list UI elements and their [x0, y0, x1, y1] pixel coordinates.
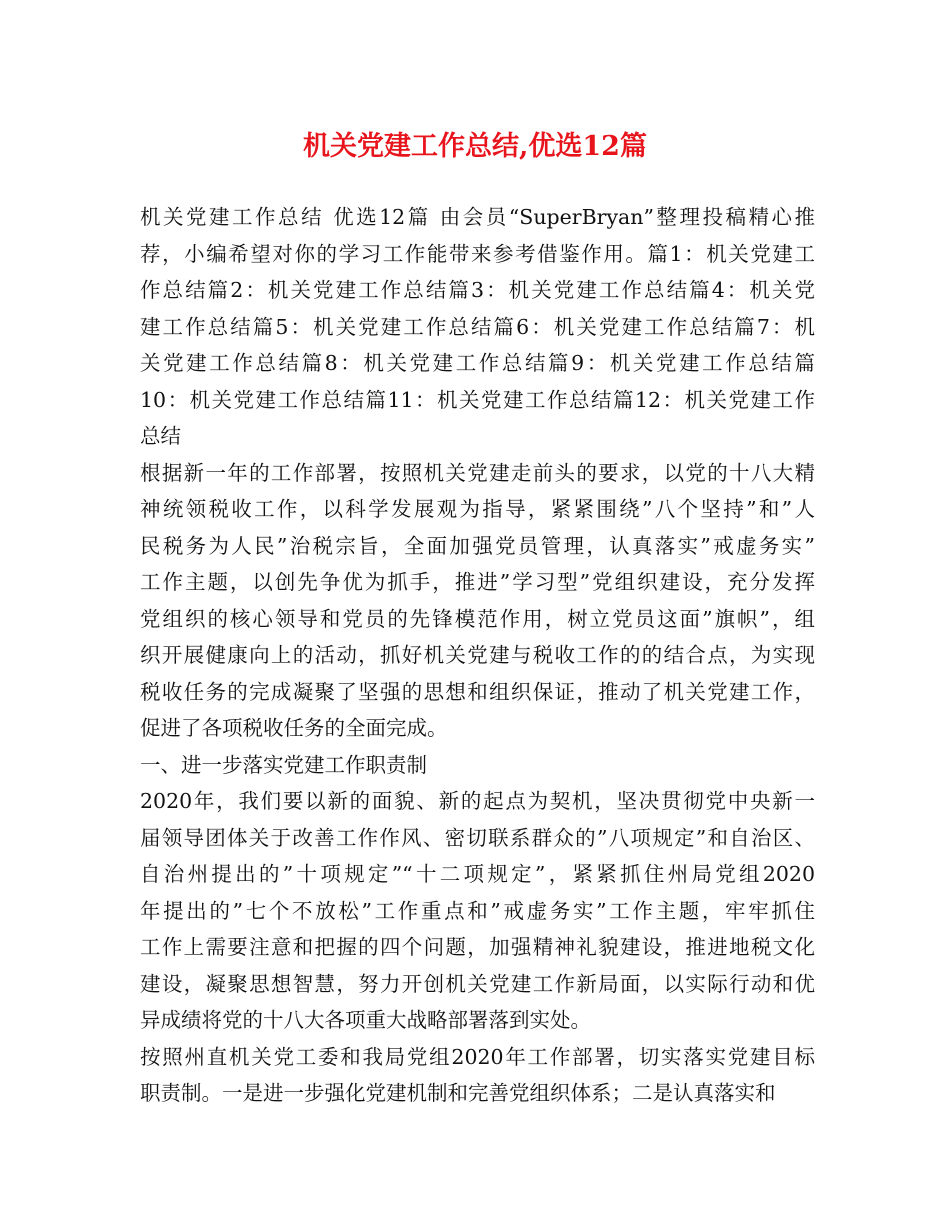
- text-line: 神统领税收工作，以科学发展观为指导，紧紧围绕”八个坚持”和”人: [140, 497, 815, 521]
- text-line: 总结: [140, 424, 181, 448]
- text-line: 工作主题，以创先争优为抓手，推进”学习型”党组织建设，充分发挥: [140, 570, 815, 594]
- text-line: 关党建工作总结篇8：机关党建工作总结篇9：机关党建工作总结篇: [140, 351, 815, 375]
- paragraph: [140, 1039, 815, 1112]
- text-line: 年提出的”七个不放松”工作重点和”戒虚务实”工作主题，牢牢抓住: [140, 898, 815, 923]
- text-line: 届领导团体关于改善工作作风、密切联系群众的”八项规定”和自治区、: [140, 825, 815, 850]
- text-line: 自治州提出的”十项规定”“十二项规定”，紧紧抓住州局党组2020: [140, 862, 815, 886]
- text-line: 根据新一年的工作部署，按照机关党建走前头的要求，以党的十八大精: [140, 460, 815, 485]
- text-line: 建工作总结篇5：机关党建工作总结篇6：机关党建工作总结篇7：机: [140, 314, 815, 339]
- paragraph: [140, 199, 815, 455]
- text-line: 促进了各项税收任务的全面完成。: [140, 716, 448, 740]
- text-line: 职责制。一是进一步强化党建机制和完善党组织体系；二是认真落实和: [140, 1081, 776, 1105]
- text-line: 10：机关党建工作总结篇11：机关党建工作总结篇12：机关党建工作: [140, 387, 815, 412]
- text-line: 作总结篇2：机关党建工作总结篇3：机关党建工作总结篇4：机关党: [140, 278, 815, 302]
- text-line: 荐，小编希望对你的学习工作能带来参考借鉴作用。篇1：机关党建工: [140, 241, 815, 266]
- paragraph: [140, 747, 815, 784]
- text-line: 工作上需要注意和把握的四个问题，加强精神礼貌建设，推进地税文化: [140, 935, 815, 959]
- text-line: 2020年，我们要以新的面貌、新的起点为契机，坚决贯彻党中央新一: [140, 789, 815, 813]
- text-line: 按照州直机关党工委和我局党组2020年工作部署，切实落实党建目标: [140, 1044, 815, 1069]
- text-line: 异成绩将党的十八大各项重大战略部署落到实处。: [140, 1008, 591, 1032]
- document-body: [140, 199, 815, 1112]
- paragraph: [140, 455, 815, 747]
- text-line: 税收任务的完成凝聚了坚强的思想和组织保证，推动了机关党建工作，: [140, 679, 815, 704]
- text-line: 党组织的核心领导和党员的先锋模范作用，树立党员这面”旗帜”，组: [140, 606, 815, 631]
- text-line: 机关党建工作总结 优选12篇 由会员“SuperBryan”整理投稿精心推: [140, 205, 815, 229]
- paragraph: [140, 783, 815, 1039]
- document-title: 机关党建工作总结,优选12篇: [303, 131, 647, 162]
- text-line: 建设，凝聚思想智慧，努力开创机关党建工作新局面，以实际行动和优: [140, 971, 815, 996]
- text-line: 民税务为人民”治税宗旨，全面加强党员管理，认真落实”戒虚务实”: [140, 533, 815, 558]
- text-line: 一、进一步落实党建工作职责制: [140, 752, 427, 777]
- text-line: 织开展健康向上的活动，抓好机关党建与税收工作的的结合点，为实现: [140, 643, 815, 667]
